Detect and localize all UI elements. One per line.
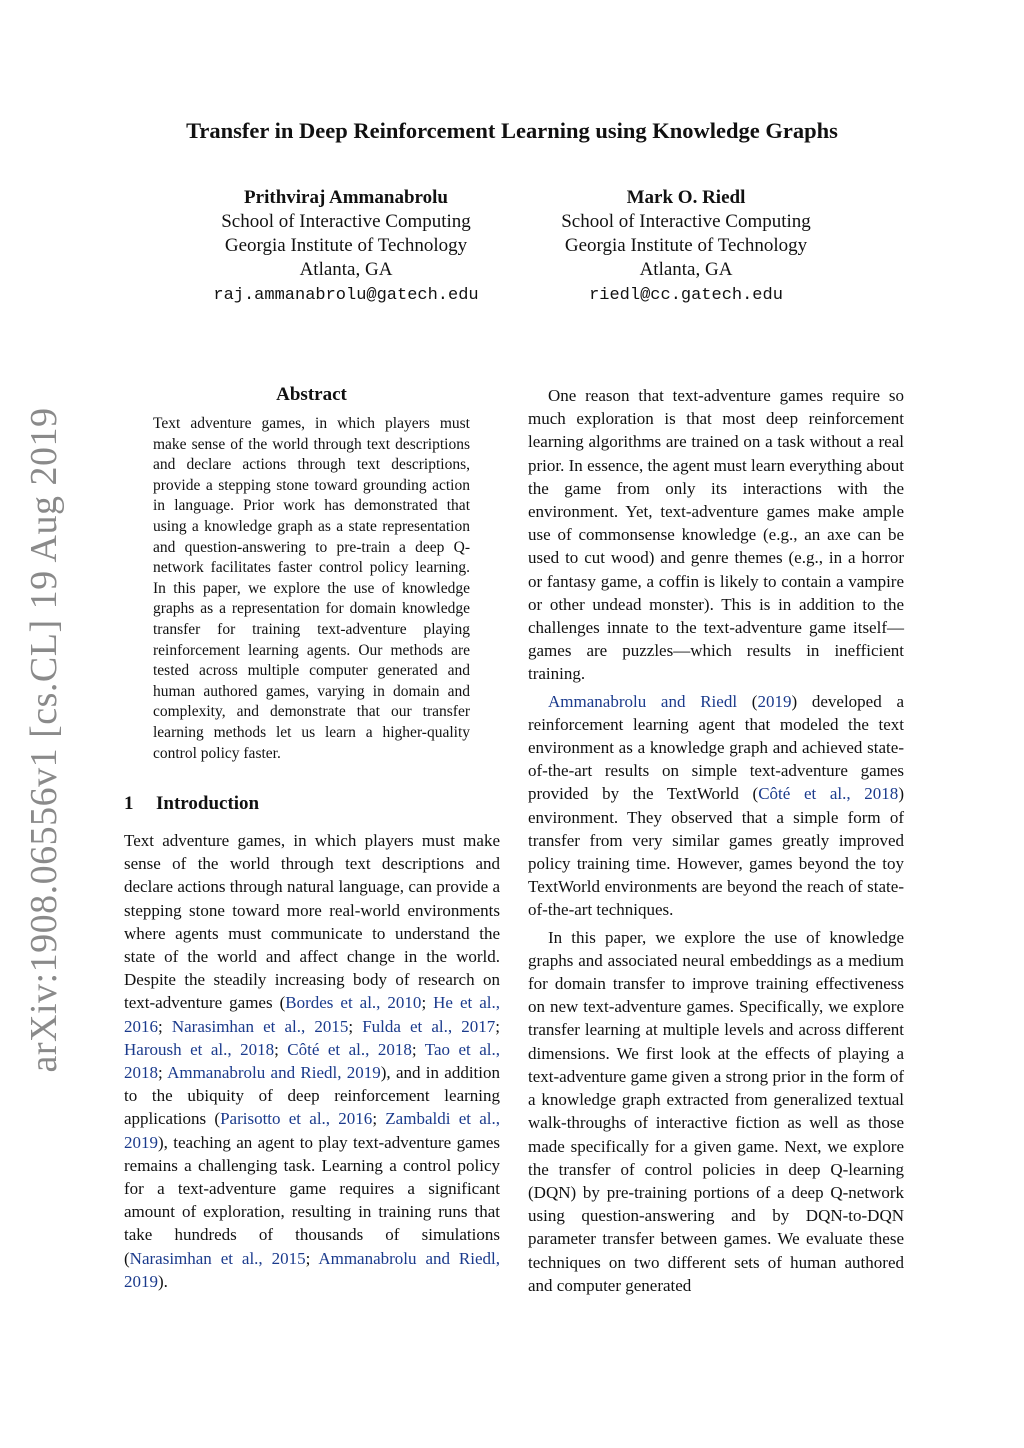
intro-paragraph-1	[124, 829, 500, 1293]
citation-link[interactable]: Ammanabrolu and Riedl, 2019	[167, 1063, 381, 1083]
paragraph-text: Text adventure games, in which players must make sense of the world through text descriptions and declare actions through natural language, can provide a stepping stone toward more real-world environments where agents must communicate to understand the state of the world and affect change in the world. Despite the steadily increasing body of research on text-adventure games (	[124, 831, 500, 1013]
author-department: School of Interactive Computing	[561, 211, 811, 232]
citation-link[interactable]: Parisotto et al., 2016	[220, 1109, 373, 1129]
intro-paragraph-2: One reason that text-adventure games require so much exploration is that most deep reinforcement learning algorithms are trained on a task without a real prior. In essence, the agent must learn everything about the game from only its interactions with the environment. Yet, text-adventure games make ample use of commonsense knowledge (e.g., an axe can be used to cut wood) and genre themes (e.g., in a horror or fantasy game, a coffin is likely to contain a vampire or other undead monster). This is in addition to the challenges innate to the text-adventure game itself—games are puzzles—which results in inefficient training.	[528, 386, 904, 684]
section-heading-introduction	[124, 793, 259, 815]
author-department: School of Interactive Computing	[221, 211, 471, 232]
author-block-1	[166, 186, 526, 308]
left-column-body	[124, 829, 500, 1293]
citation-separator: ;	[348, 1016, 363, 1036]
author-email[interactable]: raj.ammanabrolu@gatech.edu	[213, 286, 479, 305]
intro-paragraph-3	[528, 690, 904, 922]
citation-link[interactable]: Tao et al., 2018	[124, 1039, 500, 1083]
citation-link[interactable]: Zambaldi et al., 2019	[124, 1109, 500, 1152]
citation-separator: ;	[158, 1016, 172, 1036]
citation-separator: ;	[421, 993, 434, 1013]
author-location: Atlanta, GA	[299, 259, 393, 280]
citation-separator: ;	[495, 1016, 500, 1036]
paragraph-text: ), and in addition to the ubiquity of deep reinforcement learning applications (	[124, 1063, 500, 1129]
citation-link[interactable]: Narasimhan et al., 2015	[171, 1016, 349, 1036]
author-block-2	[506, 186, 866, 308]
paragraph-text: ), teaching an agent to play text-adventure games remains a challenging task. Learning a control policy for a text-adventure game requires a significant amount of exploration, resulting in training runs that take hundreds of thousands of simulations (	[124, 1132, 500, 1268]
citation-separator: ;	[158, 1063, 168, 1083]
citation-link[interactable]: Haroush et al., 2018	[124, 1039, 275, 1059]
citation-link[interactable]: Narasimhan et al., 2015	[129, 1248, 306, 1268]
paragraph-text: ) environment. They observed that a simple form of transfer from very similar games greatly improved policy training time. However, games beyond the toy TextWorld environments are beyond the reach of state-of-the-art techniques.	[528, 784, 904, 920]
author-institution: Georgia Institute of Technology	[224, 235, 468, 256]
paper-title: Transfer in Deep Reinforcement Learning using Knowledge Graphs	[186, 118, 838, 143]
author-name: Prithviraj Ammanabrolu	[244, 187, 448, 208]
paragraph-text: ) developed a reinforcement learning agent that modeled the text environment as a knowledge graph and achieved state-of-the-art results on simple text-adventure games provided by the TextWorld (	[528, 691, 904, 804]
citation-link[interactable]: Bordes et al., 2010	[285, 993, 422, 1013]
paragraph-text: (	[737, 691, 758, 711]
citation-link[interactable]: Ammanabrolu and Riedl, 2019	[124, 1248, 500, 1291]
right-column-body	[528, 384, 904, 1297]
author-name: Mark O. Riedl	[626, 187, 746, 208]
section-title: Introduction	[156, 793, 260, 814]
intro-paragraph-4: In this paper, we explore the use of knowledge graphs and associated neural embeddings as a medium for domain transfer to improve training effectiveness on new text-adventure games. Specifically, we explore transfer learning at multiple levels and across different dimensions. We first look at the effects of playing a text-adventure game given a strong prior in the form of a knowledge graph extracted from generalized textual walk-throughs of interactive fiction as well as those made specifically for a given game. Next, we explore the transfer of control policies in deep Q-learning (DQN) by pre-training portions of a deep Q-network using question-answering and by DQN-to-DQN parameter transfer between games. We evaluate these techniques on two different sets of human authored and computer generated	[528, 927, 904, 1295]
section-number: 1	[124, 793, 134, 814]
abstract-heading: Abstract	[276, 384, 347, 405]
citation-link[interactable]: 2019	[757, 691, 792, 711]
arxiv-identifier: arXiv:1908.06556v1 [cs.CL] 19 Aug 2019	[23, 407, 65, 1073]
citation-separator: ;	[372, 1109, 386, 1129]
citation-link[interactable]: Fulda et al., 2017	[362, 1016, 496, 1036]
citation-link[interactable]: He et al., 2016	[124, 993, 500, 1036]
citation-link[interactable]: Ammanabrolu and Riedl	[548, 691, 738, 711]
citation-separator: ;	[305, 1248, 319, 1268]
citation-separator: ;	[274, 1039, 288, 1059]
citation-separator: ;	[411, 1039, 425, 1059]
citation-link[interactable]: Côté et al., 2018	[287, 1039, 412, 1059]
author-location: Atlanta, GA	[639, 259, 733, 280]
citation-link[interactable]: Côté et al., 2018	[758, 784, 899, 804]
abstract-text: Text adventure games, in which players must make sense of the world through text descriptions and declare actions through text descriptions, provide a stepping stone toward grounding action in language. Prior work has demonstrated that using a knowledge graph as a state representation and question-answering to pre-train a deep Q-network facilitates faster control policy learning. In this paper, we explore the use of knowledge graphs as a representation for domain knowledge transfer for training text-adventure playing reinforcement learning agents. Our methods are tested across multiple computer generated and human authored games, varying in domain and complexity, and demonstrate that our transfer learning methods let us learn a higher-quality control policy faster.	[153, 415, 470, 762]
paragraph-text: ).	[158, 1271, 168, 1291]
author-institution: Georgia Institute of Technology	[564, 235, 808, 256]
author-email[interactable]: riedl@cc.gatech.edu	[589, 286, 783, 305]
